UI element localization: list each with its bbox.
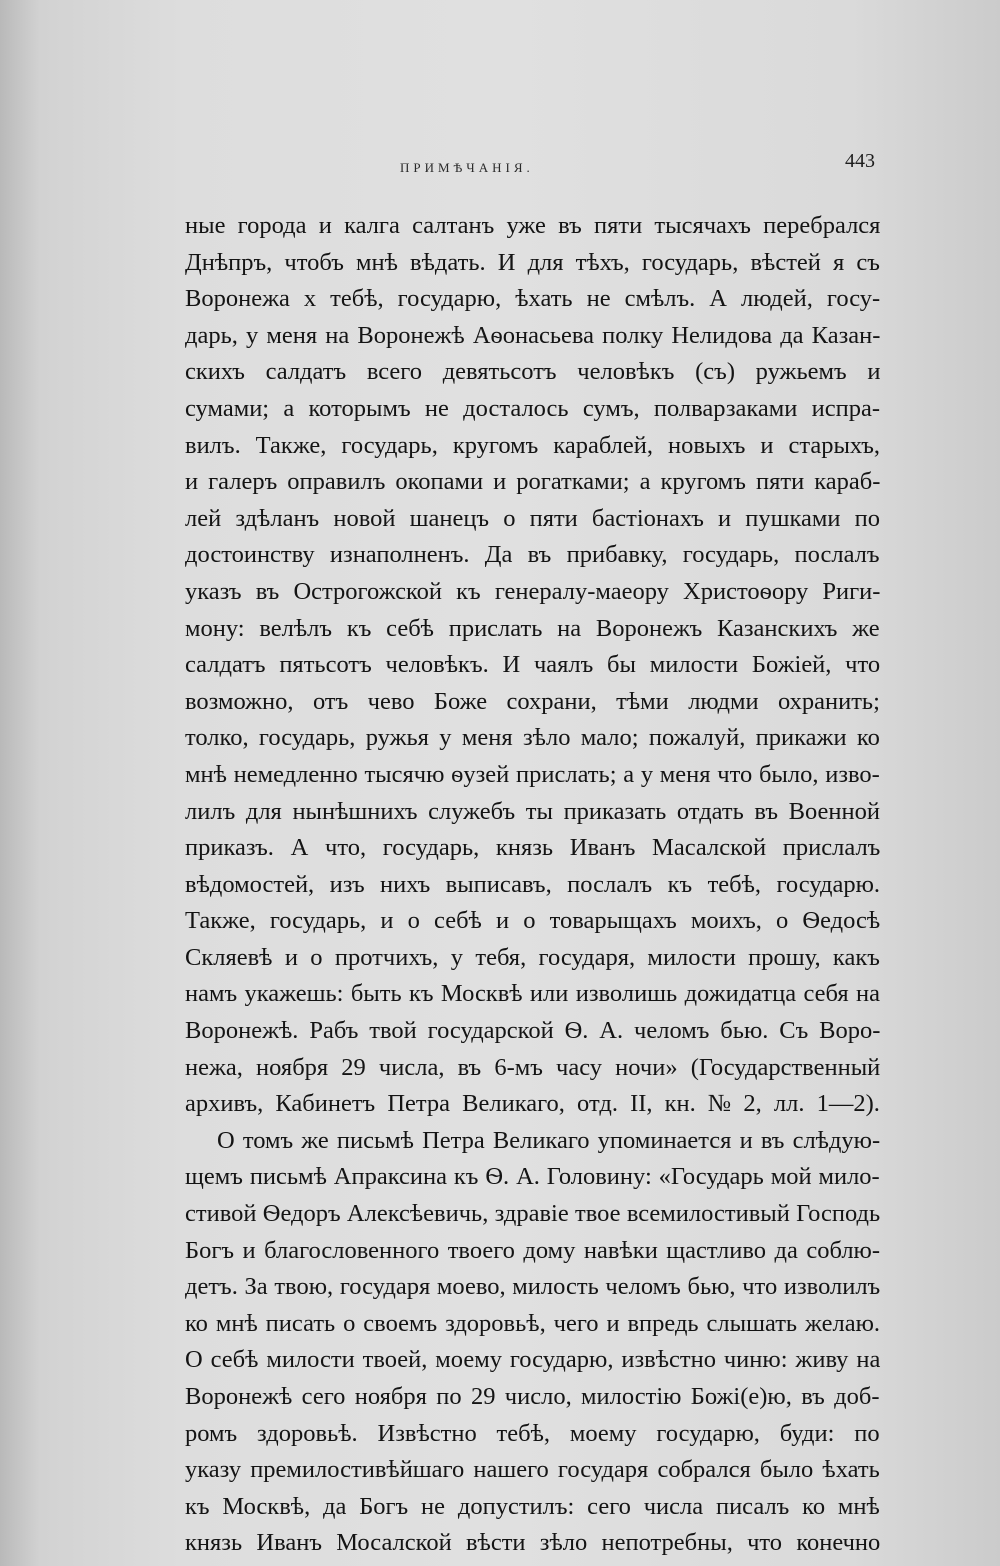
text-line: мону: велѣлъ къ себѣ прислать на Воронежъ Казанскихъ же xyxy=(185,614,880,642)
text-line: указу премилостивѣйшаго нашего государя собрался было ѣхать xyxy=(185,1456,880,1484)
text-line: лей здѣланъ новой шанецъ о пяти бастіонахъ и пушками по xyxy=(185,504,880,532)
text-line: щемъ письмѣ Апраксина къ Ѳ. А. Головину: «Государь мой мило- xyxy=(185,1163,880,1191)
page-number: 443 xyxy=(845,150,875,172)
text-line: Воронежѣ. Рабъ твой государской Ѳ. А. челомъ бью. Съ Воро- xyxy=(185,1017,881,1045)
text-line: и галеръ оправилъ окопами и рогатками; а кругомъ пяти караб- xyxy=(185,468,881,496)
text-line: скихъ салдатъ всего девятьсотъ человѣкъ (съ) ружьемъ и xyxy=(185,358,881,386)
text-line: сумами; а которымъ не досталось сумъ, полварзаками испра- xyxy=(185,394,881,422)
text-line: Скляевѣ и о протчихъ, у тебя, государя, милости прошу, какъ xyxy=(185,943,880,971)
text-line: князь Иванъ Мосалской вѣсти зѣло непотребны, что конечно xyxy=(185,1529,881,1557)
text-line: Воронежа х тебѣ, государю, ѣхать не смѣлъ. А людей, госу- xyxy=(185,285,881,313)
running-head: ПРИМѢЧАНІЯ. xyxy=(400,160,534,175)
text-line: нежа, ноября 29 числа, въ 6-мъ часу ночи» (Государственный xyxy=(185,1053,881,1081)
text-line: намъ укажешь: быть къ Москвѣ или изволишь дожидатца себя на xyxy=(185,980,880,1008)
text-line: дарь, у меня на Воронежѣ Аѳонасьева полку Нелидова да Казан- xyxy=(185,321,881,349)
body-text xyxy=(185,208,880,1562)
page-header xyxy=(185,150,875,180)
text-line: Воронежѣ сего ноября по 29 число, милостію Божі(е)ю, въ доб- xyxy=(185,1383,880,1410)
text-line: достоинству изнаполненъ. Да въ прибавку, государь, послалъ xyxy=(185,541,880,569)
text-line: возможно, отъ чево Боже сохрани, тѣми людми охранить; xyxy=(185,687,880,715)
text-line: О томъ же письмѣ Петра Великаго упоминается и въ слѣдую- xyxy=(217,1126,881,1154)
text-line: ные города и калга салтанъ уже въ пяти тысячахъ перебрался xyxy=(185,212,881,239)
text-line: къ Москвѣ, да Богъ не допустилъ: сего числа писалъ ко мнѣ xyxy=(185,1492,880,1520)
text-line: О себѣ милости твоей, моему государю, извѣстно чиню: живу на xyxy=(185,1346,881,1374)
text-line: детъ. За твою, государя моево, милость челомъ бью, что изволилъ xyxy=(185,1273,881,1301)
text-line: Днѣпръ, чтобъ мнѣ вѣдать. И для тѣхъ, государь, вѣстей я съ xyxy=(185,248,880,276)
text-line: ко мнѣ писать о своемъ здоровьѣ, чего и впредь слышать желаю. xyxy=(185,1309,881,1337)
text-line: мнѣ немедленно тысячю ѳузей прислать; а у меня что было, изво- xyxy=(185,760,880,788)
text-line: салдатъ пятьсотъ человѣкъ. И чаялъ бы милости Божіей, что xyxy=(185,651,881,679)
text-line: вилъ. Также, государь, кругомъ караблей, новыхъ и старыхъ, xyxy=(185,431,881,459)
text-line: приказъ. А что, государь, князь Иванъ Масалской прислалъ xyxy=(185,834,881,862)
text-line: Богъ и благословенного твоего дому навѣки щастливо да соблю- xyxy=(185,1236,881,1264)
text-line: архивъ, Кабинетъ Петра Великаго, отд. II, кн. № 2, лл. 1—2). xyxy=(185,1090,880,1118)
text-line: указъ въ Острогожской къ генералу-маеору Христоѳору Риги- xyxy=(185,577,881,605)
text-line: Также, государь, и о себѣ и о товарыщахъ моихъ, о Ѳедосѣ xyxy=(185,907,881,935)
text-line: лилъ для нынѣшнихъ служебъ ты приказать отдать въ Военной xyxy=(185,797,880,825)
text-line: толко, государь, ружья у меня зѣло мало; пожалуй, прикажи ко xyxy=(185,724,880,752)
text-line: стивой Ѳедоръ Алексѣевичь, здравіе твое всемилостивый Господь xyxy=(185,1200,881,1228)
text-line: вѣдомостей, изъ нихъ выписавъ, послалъ къ тебѣ, государю. xyxy=(185,870,881,898)
text-line: ромъ здоровьѣ. Извѣстно тебѣ, моему государю, буди: по xyxy=(185,1419,880,1447)
